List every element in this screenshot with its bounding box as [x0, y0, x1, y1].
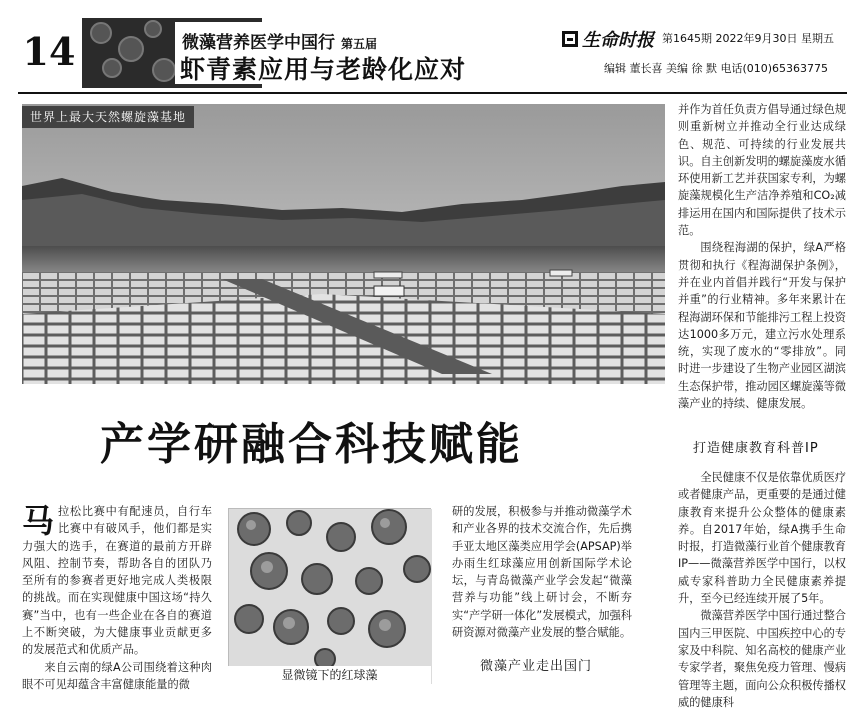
- header-divider: [18, 92, 847, 94]
- article-column-1: [22, 503, 212, 693]
- photo-caption: 世界上最大天然螺旋藻基地: [22, 106, 194, 128]
- article-paragraph: 微藻营养医学中国行通过整合国内三甲医院、中国疾控中心的专家及中科院、知名高校的健康产业专家学者，聚焦免疫力管理、慢病管理等主题，面向公众积极传播权威的健康科: [678, 609, 846, 709]
- lead-paragraph: [22, 503, 212, 659]
- main-headline: 产学研融合科技赋能: [100, 419, 523, 470]
- microscope-photo: [228, 508, 431, 683]
- edition-label: 第五届: [341, 37, 378, 51]
- subhead-international: 微藻产业走出国门: [480, 659, 593, 674]
- masthead-logo: [562, 26, 654, 52]
- article-paragraph: 全民健康不仅是依靠优质医疗或者健康产品，更重要的是通过健康教育来提升公众整体的健康素养。自2017年始，绿A携手生命时报，打造微藻行业首个健康教育IP——微藻营养医学中国行，以权威专家科普助力全民健康素养提升，至今已经连续开展了5年。: [678, 471, 846, 606]
- column-title-text: 微藻营养医学中国行: [182, 33, 335, 53]
- article-column-4: [678, 469, 846, 711]
- dropcap: 马: [22, 502, 55, 540]
- microscope-photo-caption: 显微镜下的红球藻: [228, 666, 431, 684]
- newspaper-logo-icon: [562, 31, 578, 47]
- subhead-health-education: 打造健康教育科普IP: [693, 441, 819, 456]
- article-column-3: [452, 503, 632, 641]
- page-number: 14: [18, 20, 80, 82]
- issue-info: 第1645期 2022年9月30日 星期五: [662, 32, 834, 45]
- page-headline: 虾青素应用与老龄化应对: [180, 55, 467, 84]
- right-column-text: [678, 101, 846, 412]
- masthead-name: 生命时报: [582, 30, 654, 51]
- article-paragraph: 来自云南的绿A公司围绕着这种肉眼不可见却蕴含丰富健康能量的微: [22, 660, 212, 691]
- spirulina-base-photo: [22, 104, 665, 384]
- editors-info: 编辑 董长喜 美编 徐 默 电话(010)65363775: [604, 62, 829, 75]
- article-paragraph: 研的发展，积极参与并推动微藻学术和产业各界的技术交流合作，先后携手亚太地区藻类应用学会(APSAP)举办雨生红球藻应用创新国际学术论坛，与青岛微藻产业学会发起“微藻营养与功能”线上研讨会，不断夯实“产学研一体化”发展模式，加强科研资源对微藻产业发展的整合赋能。: [452, 505, 632, 640]
- lead-paragraph-text: 拉松比赛中有配速员，自行车比赛中有破风手，他们都是实力强大的选手，在赛道的最前方开辟风阻、控制节奏，帮助各自的团队乃至所有的参赛者更好地完成人类极限的挑战。而在实现健康中国这场“持久赛”当中，也有一些企业在各自的赛道上不断突破，为大健康事业贡献更多的发展范式和优质产品。: [22, 505, 212, 657]
- right-column-paragraph: 并作为首任负责方倡导通过绿色规则重新树立并推动全行业达成绿色、规范、可持续的行业发展共识。自主创新发明的螺旋藻废水循环使用新工艺并获国家专利，为螺旋藻规模化生产洁净养殖和CO₂减排运用在国内和国际提供了技术示范。: [678, 103, 846, 238]
- right-column-paragraph: 围绕程海湖的保护，绿A严格贯彻和执行《程海湖保护条例》，并在业内首倡并践行“开发与保护并重”的行业精神。多年来累计在程海湖环保和节能排污工程上投资达1000多万元，建立污水处理系统，实现了废水的“零排放”。同时进一步建设了生物产业园区湖滨生态保护带，推动园区螺旋藻等微藻产业的持续、健康发展。: [678, 241, 846, 411]
